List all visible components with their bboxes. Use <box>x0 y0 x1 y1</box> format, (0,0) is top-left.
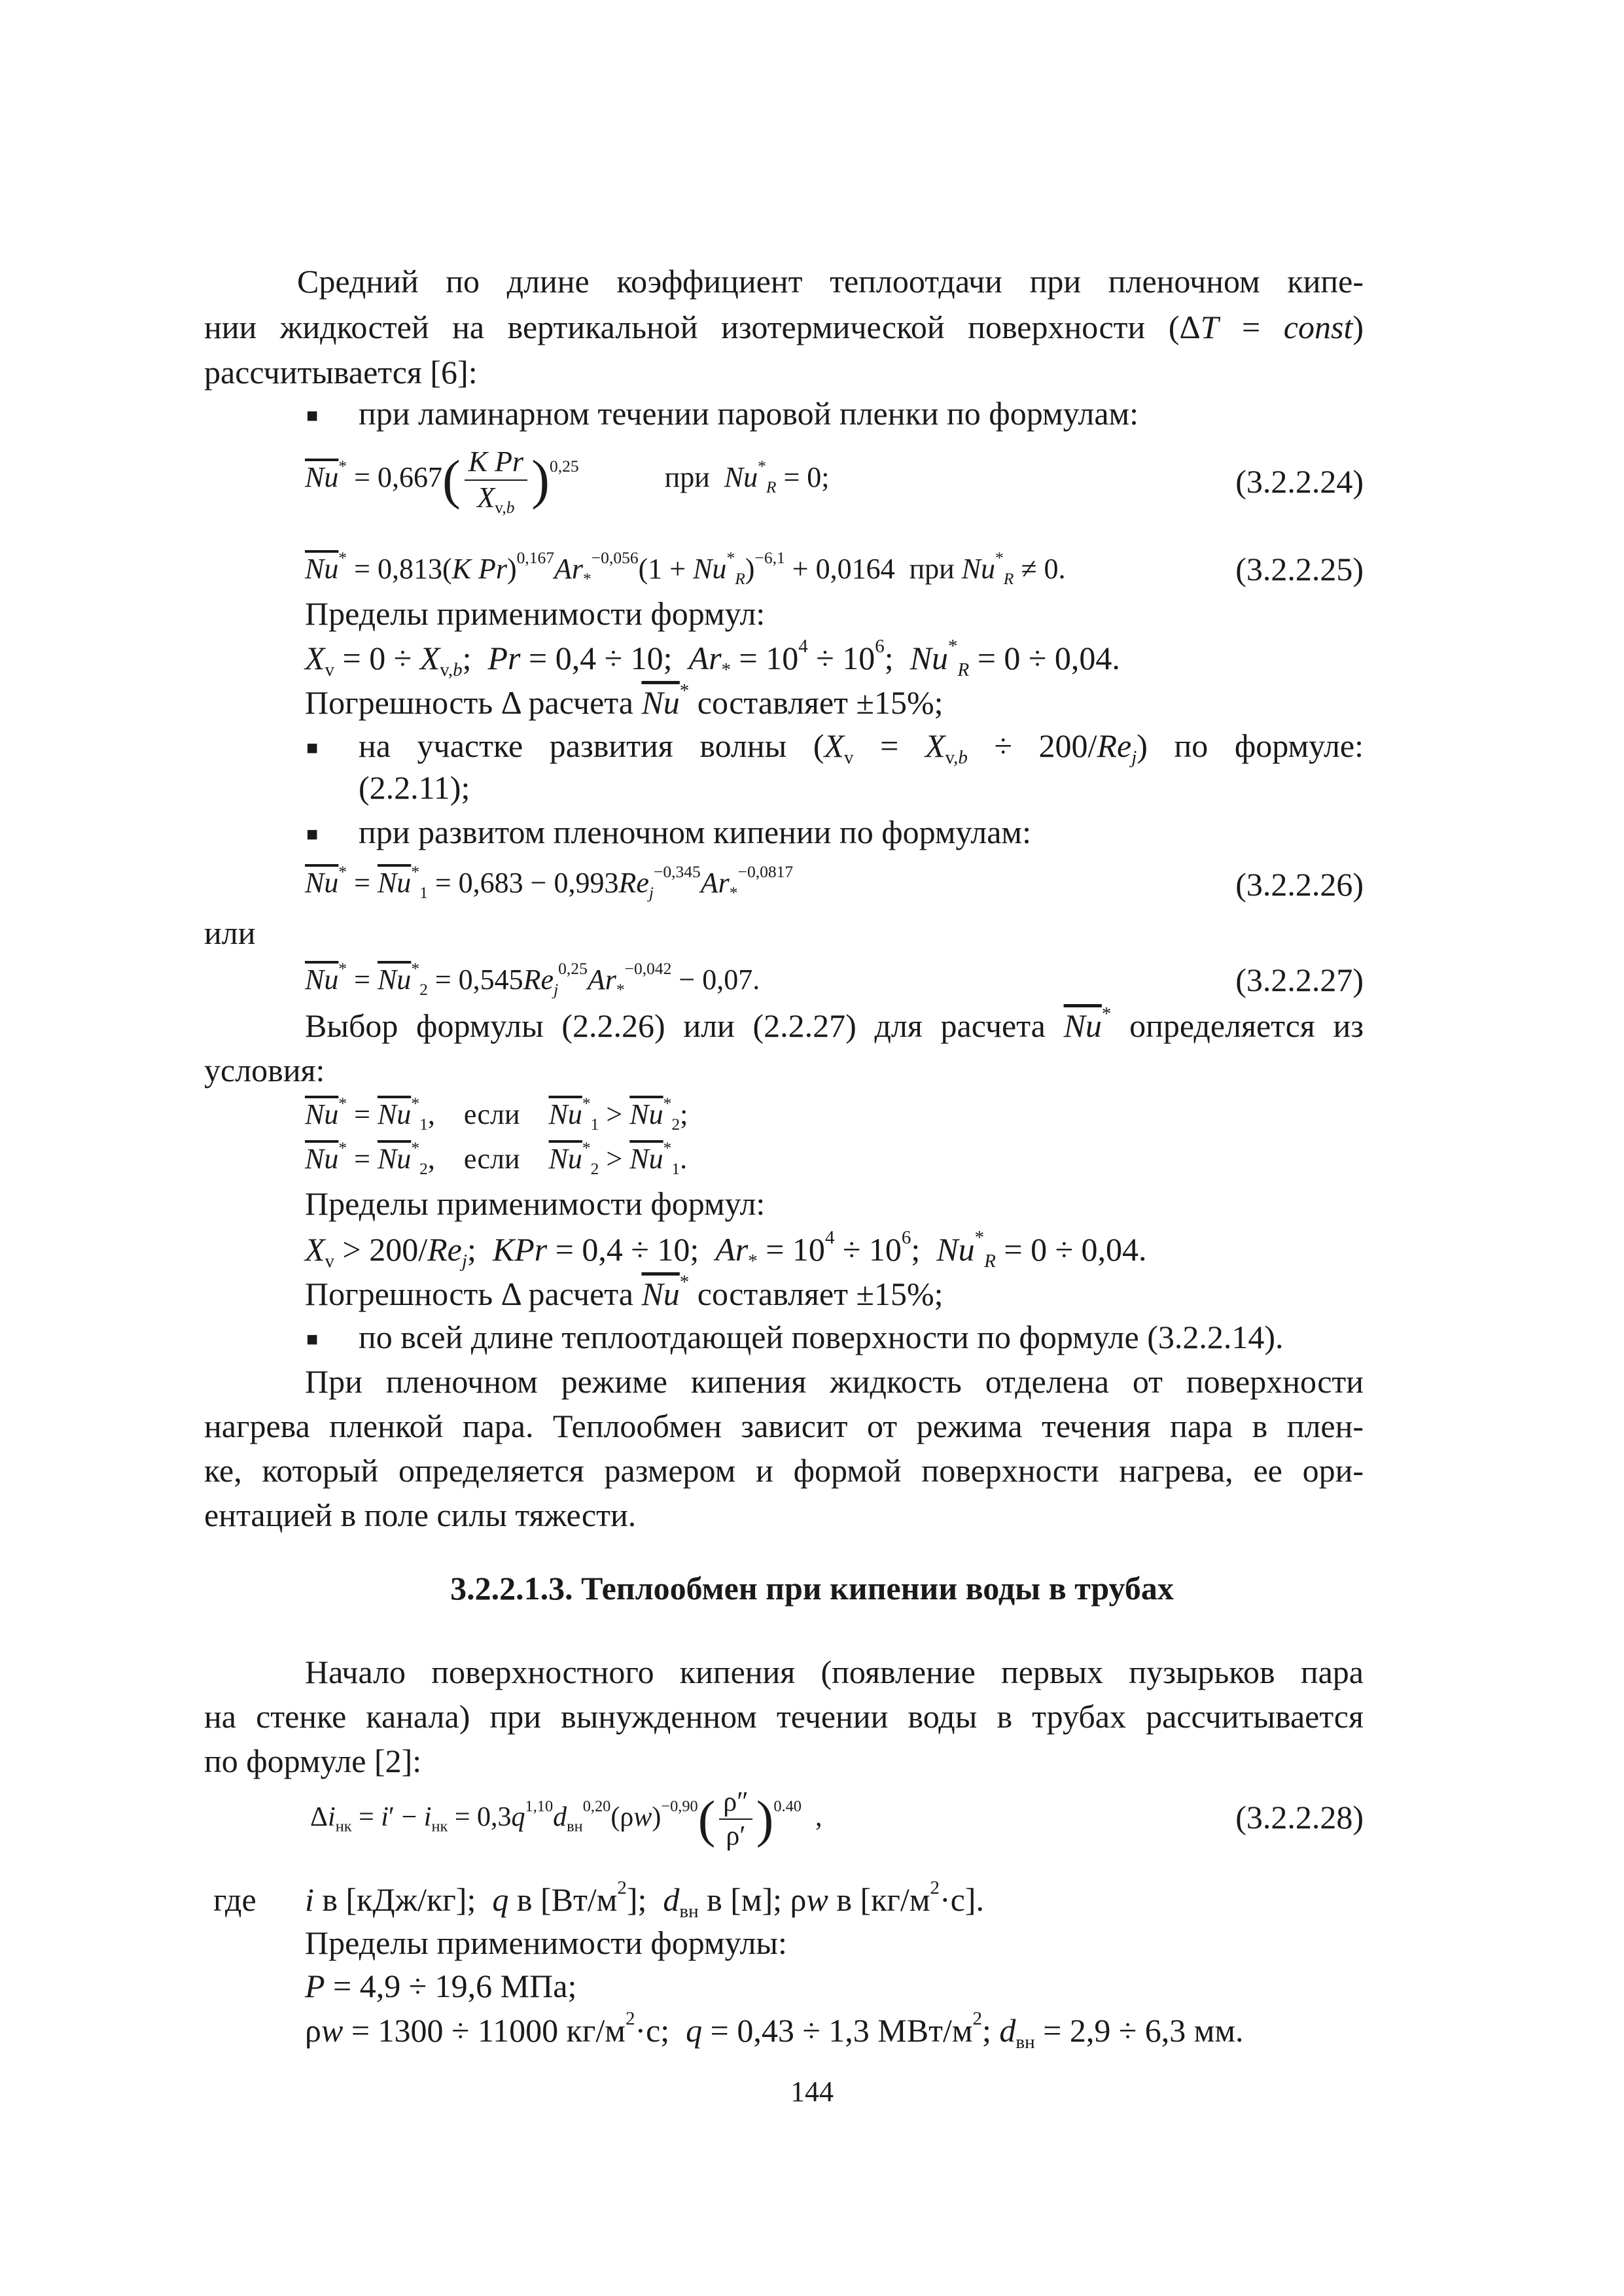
film-para-line-3: ке, который определяется размером и формой поверхности нагрева, ее ори- <box>204 1452 1364 1489</box>
page-number: 144 <box>790 2076 834 2108</box>
section-heading: 3.2.2.1.3. Теплообмен при кипении воды в трубах <box>450 1570 1174 1607</box>
equation-3-2-2-27: $\overline{Nu}^* = \overline{Nu}^*_2 = 0,545Re_j^{0,25}Ar_*^{-0,042} - 0,07$. <box>305 959 760 999</box>
section-para-line-3: по формуле [2]: <box>204 1743 422 1779</box>
condition-2: $\overline{Nu}^* = \overline{Nu}^*_2$, если $\overline{Nu}^*_2 > \overline{Nu}^*_1$. <box>305 1138 688 1178</box>
laminar-limits-title: Пределы применимости формул: <box>305 595 766 632</box>
equation-3-2-2-28: $\Delta i_{нк} = i' - i_{нк} = 0,3q^{1,10}d_{вн}^{0,20}(\rho w)^{-0,90}$( $\frac{\rho''}{\rho'}$ )$^{0.40}$ , <box>310 1787 822 1852</box>
eq-number-3-2-2-25: (3.2.2.25) <box>1235 551 1364 587</box>
intro-line-1: Средний по длине коэффициент теплоотдачи при пленочном кипе- <box>297 263 1364 300</box>
equation-3-2-2-25: $\overline{Nu}^* = 0,813(K$ $Pr)^{0,167}Ar_*^{-0,056}(1 + Nu^*_R)^{-6,1} + 0,0164$ при $Nu^*_R \ne 0$. <box>305 548 1066 588</box>
intro-line-2: нии жидкостей на вертикальной изотермической поверхности (ΔT = const) <box>204 309 1364 345</box>
film-para-line-4: ентацией в поле силы тяжести. <box>204 1497 637 1533</box>
developed-limits: $X_v > 200/Re_j$; KPr = 0,4 ÷ 10; $Ar_* = 10^4 \div 10^6$; $Nu^*_R = 0 \div 0,04$. <box>305 1226 1147 1272</box>
where-word: где <box>213 1881 256 1918</box>
laminar-limits: $X_v = 0 \div X_{v,b}$; Pr = 0,4 ÷ 10; $Ar_* = 10^4 \div 10^6$; $Nu^*_R = 0 \div 0,04$. <box>305 635 1120 681</box>
bullet-icon: ■ <box>306 737 319 759</box>
whole-bullet-text: по всей длине теплоотдающей поверхности по формуле (3.2.2.14). <box>359 1319 1284 1355</box>
or-word: или <box>204 914 256 951</box>
eq-number-3-2-2-26: (3.2.2.26) <box>1235 866 1364 903</box>
choice-line-2: условия: <box>204 1052 325 1088</box>
pressure-range: P = 4,9 ÷ 19,6 МПа; <box>305 1968 577 2004</box>
film-para-line-1: При пленочном режиме кипения жидкость отделена от поверхности <box>305 1363 1364 1400</box>
intro-line-3: рассчитывается [6]: <box>204 354 478 391</box>
wave-bullet-line-2: (2.2.11); <box>359 769 470 806</box>
section-para-line-1: Начало поверхностного кипения (появление первых пузырьков пара <box>305 1654 1364 1690</box>
developed-error: Погрешность Δ расчета $\overline{Nu}^*$ составляет ±15%; <box>305 1271 944 1312</box>
choice-line-1: Выбор формулы (2.2.26) или (2.2.27) для расчета $\overline{Nu}^*$ определяется из <box>305 1003 1364 1044</box>
developed-bullet-text: при развитом пленочном кипении по формулам: <box>359 814 1031 850</box>
film-para-line-2: нагрева пленкой пара. Теплообмен зависит от режима течения пара в плен- <box>204 1408 1364 1444</box>
wave-bullet-line-1: на участке развития волны $(X_v = X_{v,b} \div 200/Re_j)$ по формуле: <box>359 727 1364 769</box>
bullet-icon: ■ <box>306 405 319 426</box>
bullet-icon: ■ <box>306 824 319 845</box>
section-limits-title: Пределы применимости формулы: <box>305 1924 787 1961</box>
eq-number-3-2-2-27: (3.2.2.27) <box>1235 962 1364 998</box>
section-para-line-2: на стенке канала) при вынужденном течении воды в трубах рассчитывается <box>204 1698 1364 1735</box>
developed-limits-title: Пределы применимости формул: <box>305 1185 766 1222</box>
equation-3-2-2-24: $\overline{Nu}^* = 0,667$( $\frac{\text{K Pr}}{X_{v,b}}$ )$^{0,25}$ при $Nu^*_R = 0$; <box>305 445 830 517</box>
units-line: i в [кДж/кг]; q в $[Вт/м^2]$; $d_{вн}$ в [м]; ρw в $[кг/м^2\cdot с]$. <box>305 1877 984 1922</box>
eq-number-3-2-2-24: (3.2.2.24) <box>1235 463 1364 500</box>
flow-range: ρw = 1300 ÷ 11000 $кг/м^2\cdot с$; q = 0,43 ÷ 1,3 МВт/$м^2$; $d_{вн} = 2,9 \div 6,3$ мм. <box>305 2008 1244 2053</box>
laminar-bullet-text: при ламинарном течении паровой пленки по формулам: <box>359 395 1139 432</box>
laminar-error: Погрешность Δ расчета $\overline{Nu}^*$ составляет ±15%; <box>305 680 944 721</box>
condition-1: $\overline{Nu}^* = \overline{Nu}^*_1$, если $\overline{Nu}^*_1 > \overline{Nu}^*_2$; <box>305 1094 688 1134</box>
bullet-icon: ■ <box>306 1329 319 1350</box>
equation-3-2-2-26: $\overline{Nu}^* = \overline{Nu}^*_1 = 0,683 - 0,993Re_j^{-0,345}Ar_*^{-0,0817}$ <box>305 862 794 902</box>
eq-number-3-2-2-28: (3.2.2.28) <box>1235 1799 1364 1835</box>
